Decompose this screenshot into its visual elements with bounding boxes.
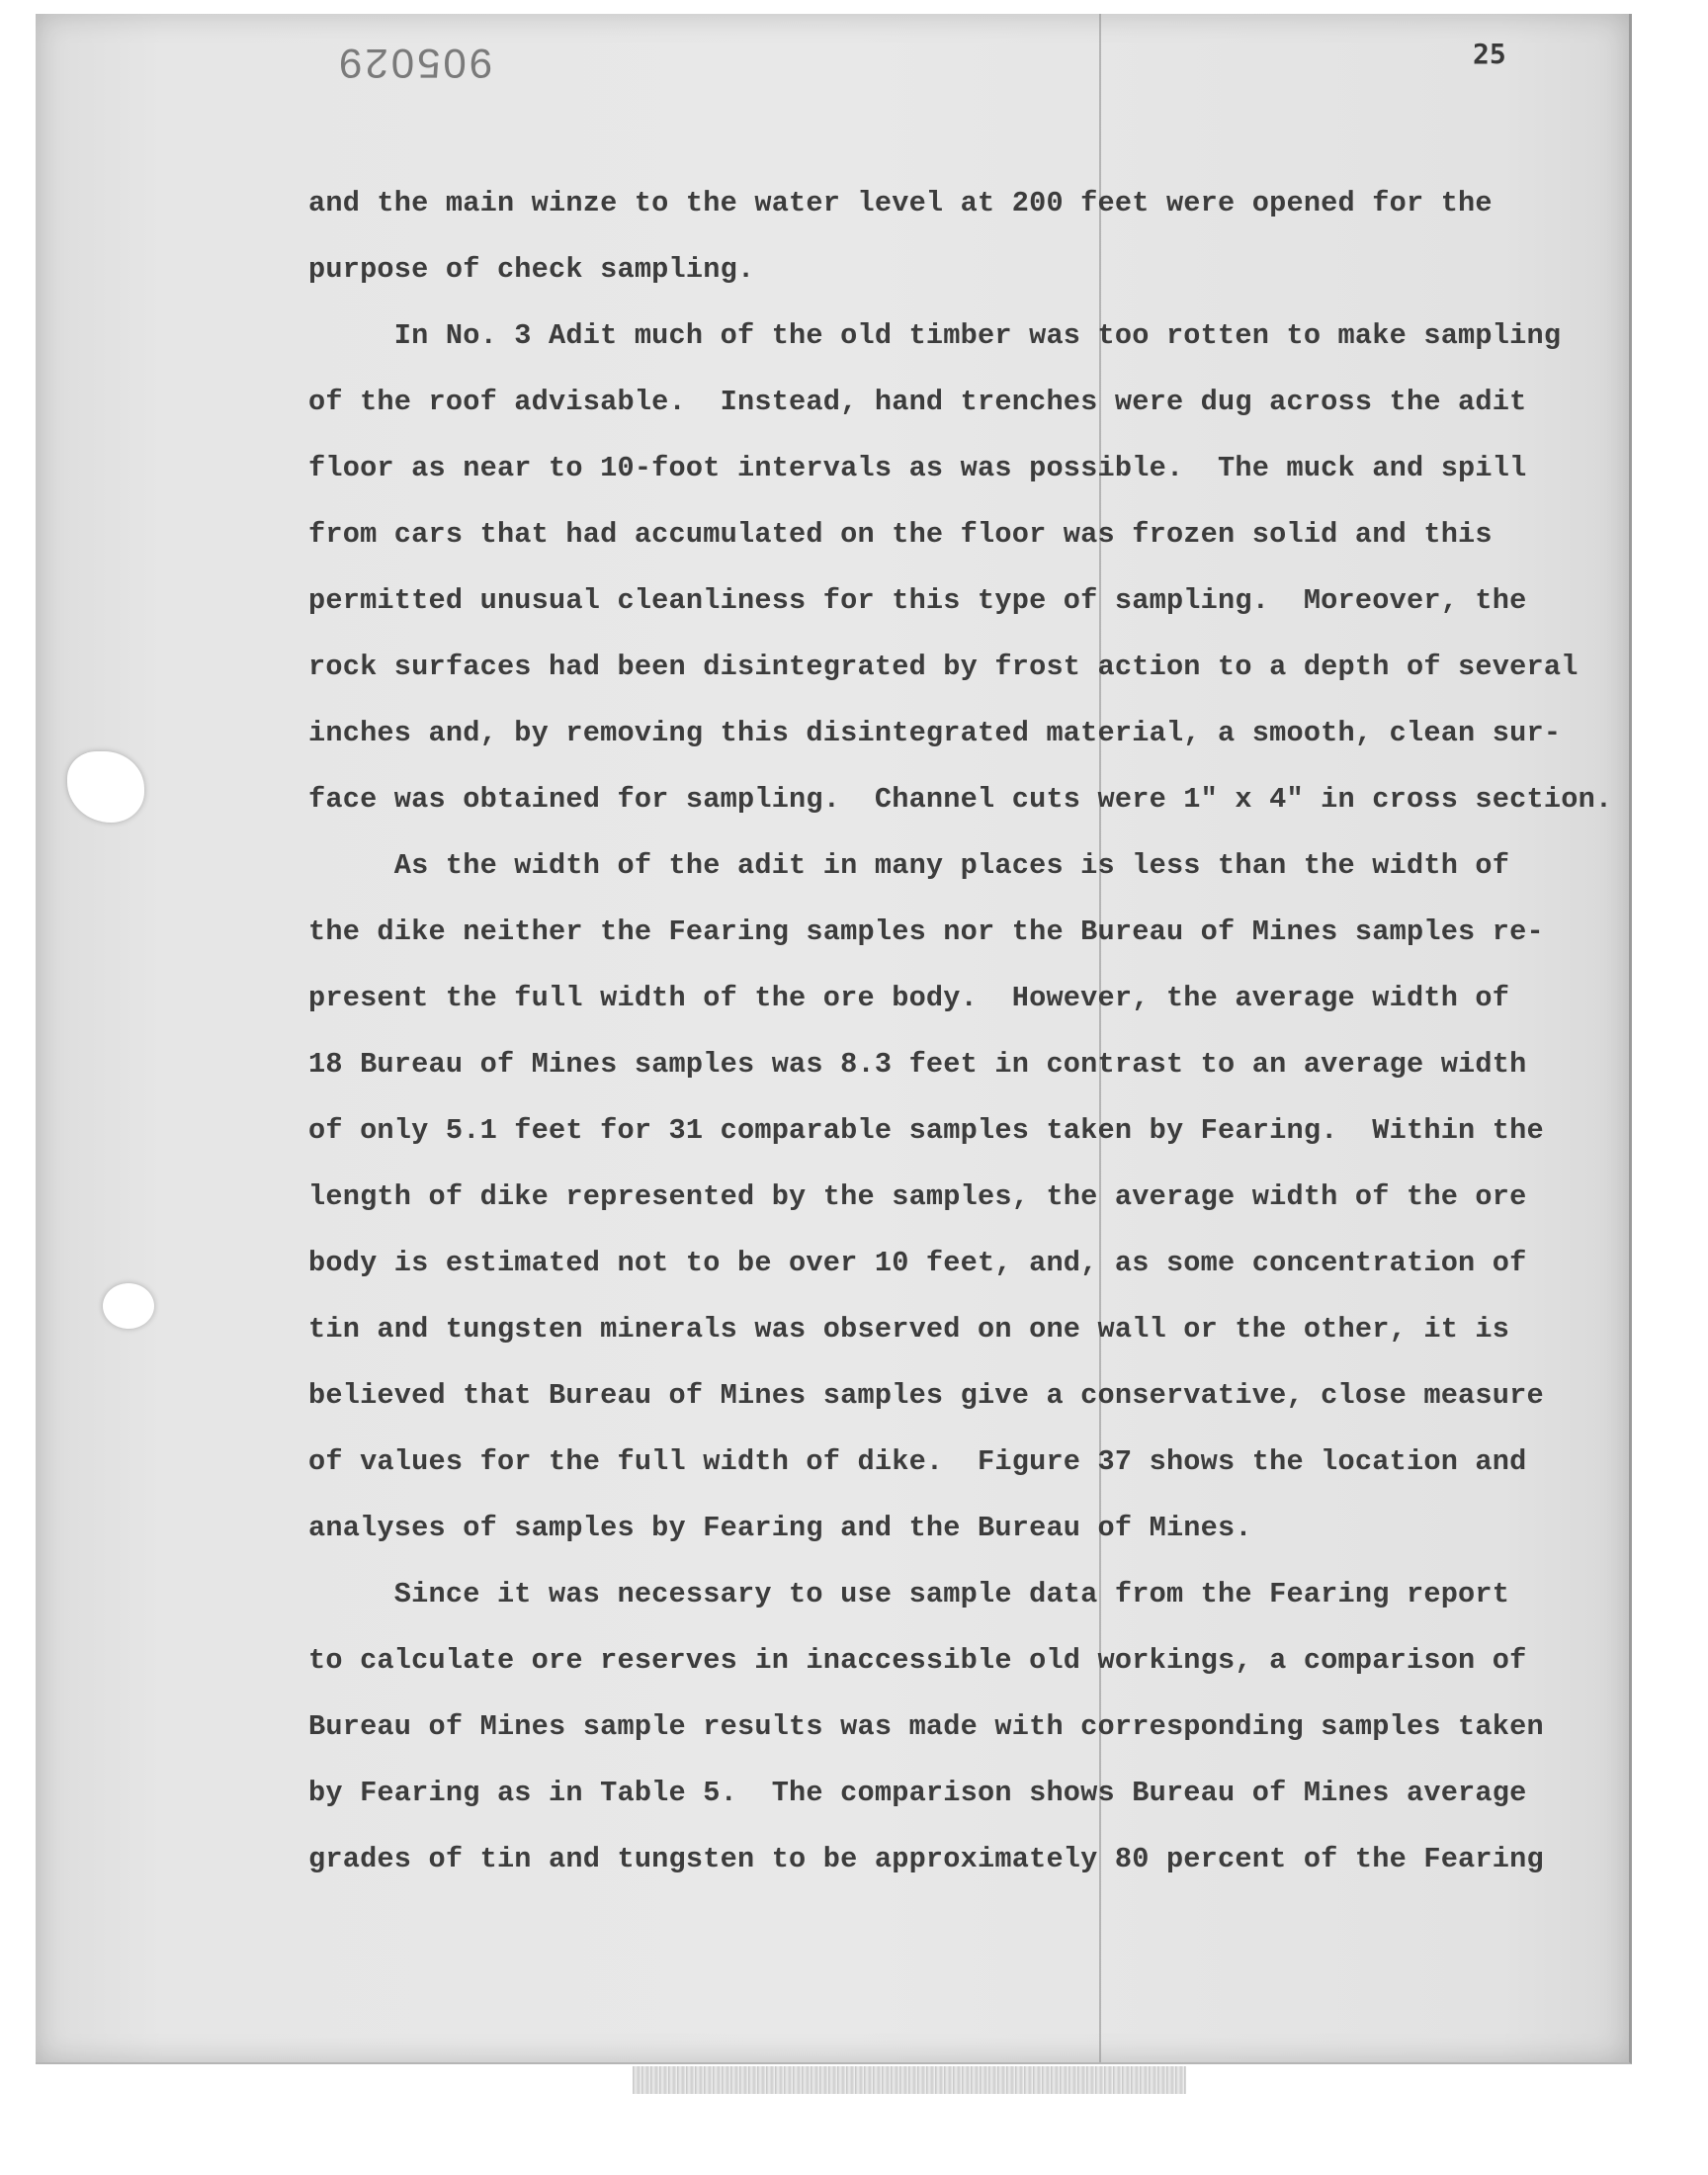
text-line: body is estimated not to be over 10 feet, and, as some concentration of [308, 1247, 1527, 1279]
text-line: to calculate ore reserves in inaccessible old workings, a comparison of [308, 1644, 1527, 1677]
text-line: floor as near to 10-foot intervals as was possible. The muck and spill [308, 452, 1527, 484]
text-line: permitted unusual cleanliness for this type of sampling. Moreover, the [308, 584, 1527, 617]
text-line: present the full width of the ore body. However, the average width of [308, 982, 1510, 1014]
page-number: 25 [1473, 38, 1506, 70]
text-line: tin and tungsten minerals was observed on one wall or the other, it is [308, 1313, 1510, 1346]
text-line: believed that Bureau of Mines samples give a conservative, close measure [308, 1379, 1544, 1412]
text-line: analyses of samples by Fearing and the Bureau of Mines. [308, 1512, 1252, 1544]
stamp-number: 905029 [336, 41, 493, 87]
text-line: by Fearing as in Table 5. The comparison shows Bureau of Mines average [308, 1777, 1527, 1809]
text-line: from cars that had accumulated on the floor was frozen solid and this [308, 518, 1493, 551]
text-line: purpose of check sampling. [308, 253, 755, 286]
text-line: face was obtained for sampling. Channel cuts were 1" x 4" in cross section. [308, 783, 1613, 816]
text-line: Since it was necessary to use sample data from the Fearing report [308, 1578, 1510, 1610]
text-line: Bureau of Mines sample results was made with corresponding samples taken [308, 1710, 1544, 1743]
punch-hole [103, 1283, 154, 1329]
text-line: In No. 3 Adit much of the old timber was too rotten to make sampling [308, 319, 1562, 352]
text-line: grades of tin and tungsten to be approximately 80 percent of the Fearing [308, 1843, 1544, 1875]
text-line: length of dike represented by the samples, the average width of the ore [308, 1180, 1527, 1213]
text-line: rock surfaces had been disintegrated by frost action to a depth of several [308, 651, 1579, 683]
text-line: of values for the full width of dike. Figure 37 shows the location and [308, 1445, 1527, 1478]
text-line: inches and, by removing this disintegrated material, a smooth, clean sur- [308, 717, 1562, 749]
text-line: the dike neither the Fearing samples nor the Bureau of Mines samples re- [308, 915, 1544, 948]
text-line: 18 Bureau of Mines samples was 8.3 feet in contrast to an average width [308, 1048, 1527, 1081]
text-line: of only 5.1 feet for 31 comparable samples taken by Fearing. Within the [308, 1114, 1544, 1147]
text-line: of the roof advisable. Instead, hand trenches were dug across the adit [308, 386, 1527, 418]
text-line: As the width of the adit in many places is less than the width of [308, 849, 1510, 882]
scan-streak [633, 2066, 1186, 2094]
body-text [308, 170, 1613, 1892]
text-line: and the main winze to the water level at 200 feet were opened for the [308, 187, 1493, 219]
